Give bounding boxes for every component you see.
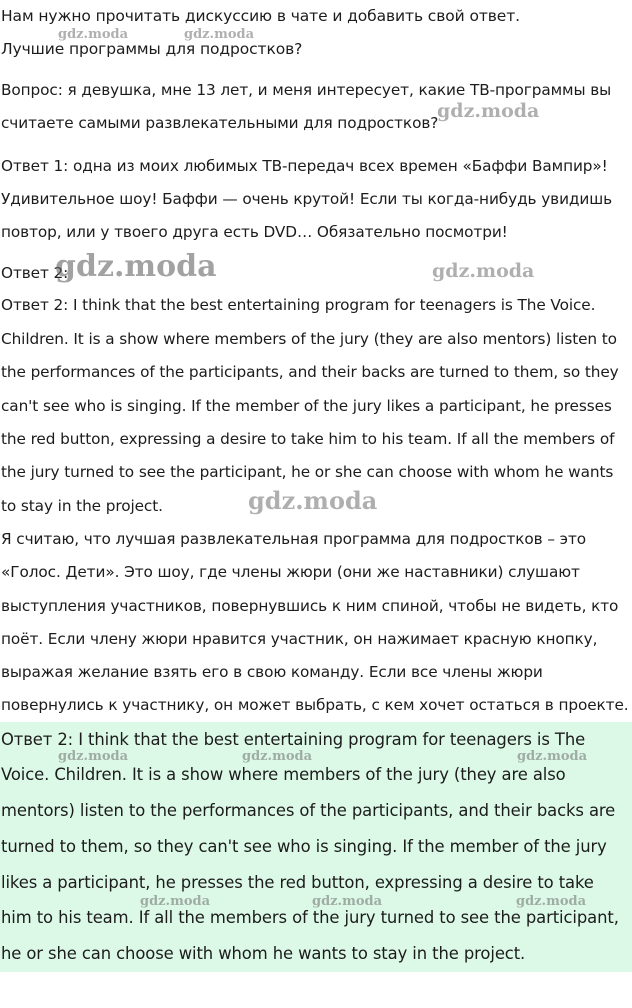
watermark: gdz.moda	[58, 27, 129, 42]
answer1-line: Удивительное шоу! Баффи — очень крутой! Если ты когда-нибудь увидишь	[1, 190, 613, 208]
translation-line: повернулись к участнику, он может выбрать, с кем хочет остаться в проекте.	[1, 696, 629, 714]
watermark: gdz.moda	[312, 894, 383, 909]
topic-title: Лучшие программы для подростков?	[1, 40, 303, 58]
answer2-line: Ответ 2: I think that the best entertaining program for teenagers is The Voice.	[1, 296, 596, 314]
translation-line: выступления участников, повернувшись к ним спиной, чтобы не видеть, кто	[1, 597, 619, 615]
watermark: gdz.moda	[437, 100, 540, 122]
highlight-line: he or she can choose with whom he wants to stay in the project.	[1, 944, 526, 963]
watermark: gdz.moda	[140, 894, 211, 909]
watermark: gdz.moda	[432, 260, 535, 282]
highlight-line: likes a participant, he presses the red button, expressing a desire to take	[1, 873, 594, 892]
answer2-line: Children. It is a show where members of the jury (they are also mentors) listen to	[1, 330, 617, 348]
answer2-line: the red button, expressing a desire to take him to his team. If all the members of	[1, 430, 615, 448]
watermark: gdz.moda	[516, 894, 587, 909]
watermark: gdz.moda	[517, 749, 588, 764]
answer1-line: Ответ 1: одна из моих любимых ТВ-передач всех времен «Баффи Вампир»!	[1, 157, 608, 175]
answer2-label: Ответ 2:	[1, 264, 69, 282]
highlight-line: Voice. Children. It is a show where members of the jury (they are also	[1, 765, 566, 784]
translation-line: «Голос. Дети». Это шоу, где члены жюри (они же наставники) слушают	[1, 563, 580, 581]
watermark: gdz.moda	[184, 27, 255, 42]
answer2-line: to stay in the project.	[1, 497, 163, 515]
watermark: gdz.moda	[242, 749, 313, 764]
highlight-line: him to his team. If all the members of the jury turned to see the participant,	[1, 908, 619, 927]
watermark: gdz.moda	[248, 486, 378, 515]
watermark: gdz.moda	[55, 249, 217, 284]
answer2-line: can't see who is singing. If the member of the jury likes a participant, he presses	[1, 397, 612, 415]
highlight-line: Ответ 2: I think that the best entertaining program for teenagers is The	[1, 730, 586, 749]
highlight-line: mentors) listen to the performances of the participants, and their backs are	[1, 801, 616, 820]
answer1-line: повтор, или у твоего друга есть DVD… Обязательно посмотри!	[1, 223, 508, 241]
translation-line: выражая желание взять его в свою команду. Если все члены жюри	[1, 663, 543, 681]
intro-text: Нам нужно прочитать дискуссию в чате и добавить свой ответ.	[1, 7, 520, 25]
translation-line: Я считаю, что лучшая развлекательная программа для подростков – это	[1, 530, 587, 548]
answer2-line: the jury turned to see the participant, he or she can choose with whom he wants	[1, 463, 614, 481]
watermark: gdz.moda	[58, 749, 129, 764]
answer2-line: the performances of the participants, and their backs are turned to them, so they	[1, 363, 619, 381]
question-line: считаете самыми развлекательными для подростков?	[1, 114, 439, 132]
question-line: Вопрос: я девушка, мне 13 лет, и меня интересует, какие ТВ-программы вы	[1, 81, 612, 99]
translation-line: поёт. Если члену жюри нравится участник, он нажимает красную кнопку,	[1, 630, 598, 648]
highlight-line: turned to them, so they can't see who is singing. If the member of the jury	[1, 837, 607, 856]
